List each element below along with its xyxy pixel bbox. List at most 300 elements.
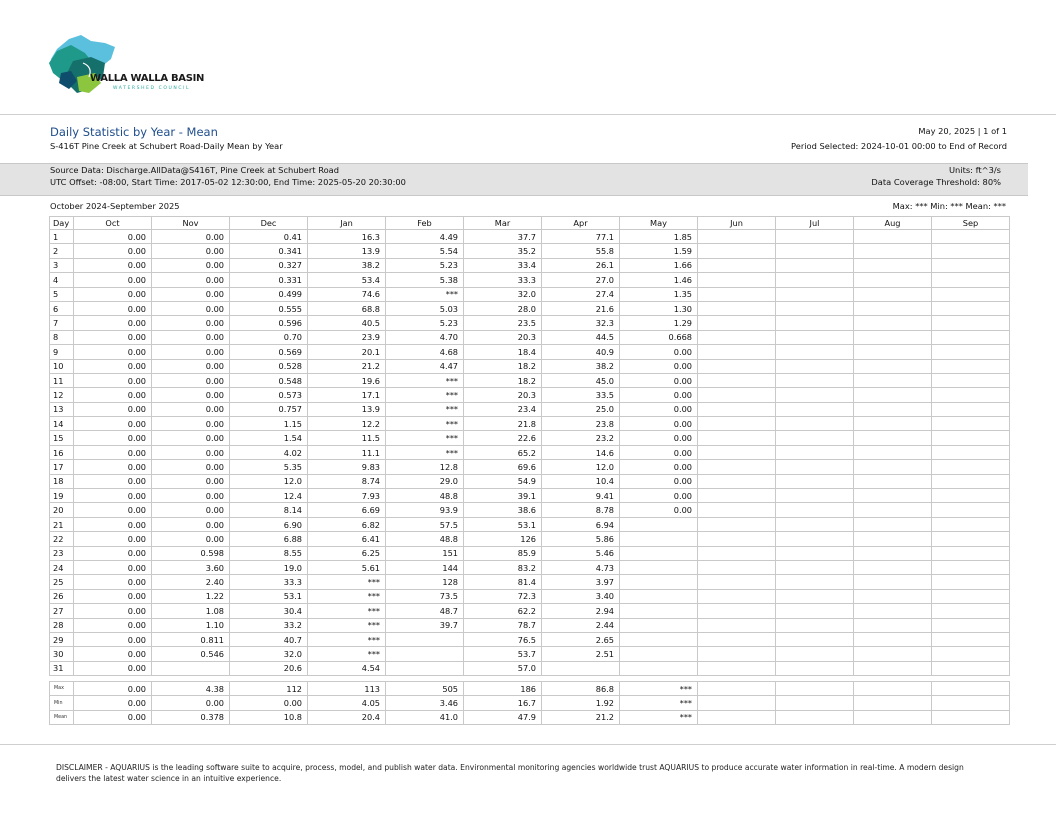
report-subtitle: S-416T Pine Creek at Schubert Road-Daily Mean by Year bbox=[50, 141, 283, 151]
footer-divider bbox=[0, 744, 1056, 745]
stat-label: Max bbox=[50, 682, 74, 696]
value-cell: 19.0 bbox=[230, 560, 308, 574]
value-cell bbox=[776, 575, 854, 589]
value-cell: 0.00 bbox=[152, 244, 230, 258]
summary-stats-table bbox=[49, 681, 1010, 725]
table-row bbox=[50, 460, 1010, 474]
value-cell: 4.73 bbox=[542, 560, 620, 574]
stat-value bbox=[932, 710, 1010, 724]
value-cell bbox=[932, 258, 1010, 272]
value-cell: 74.6 bbox=[308, 287, 386, 301]
value-cell: *** bbox=[308, 575, 386, 589]
day-cell: 2 bbox=[50, 244, 74, 258]
value-cell: 20.6 bbox=[230, 661, 308, 675]
value-cell: 12.0 bbox=[230, 474, 308, 488]
value-cell bbox=[698, 388, 776, 402]
value-cell: 5.46 bbox=[542, 546, 620, 560]
stat-label: Mean bbox=[50, 710, 74, 724]
value-cell: 53.1 bbox=[230, 589, 308, 603]
value-cell: 76.5 bbox=[464, 632, 542, 646]
value-cell: 0.00 bbox=[74, 560, 152, 574]
value-cell: 13.9 bbox=[308, 244, 386, 258]
table-row bbox=[50, 258, 1010, 272]
value-cell: 0.00 bbox=[152, 431, 230, 445]
value-cell bbox=[932, 316, 1010, 330]
value-cell: 0.00 bbox=[74, 258, 152, 272]
value-cell bbox=[854, 632, 932, 646]
value-cell: 21.8 bbox=[464, 417, 542, 431]
day-cell: 23 bbox=[50, 546, 74, 560]
value-cell bbox=[776, 532, 854, 546]
table-row bbox=[50, 546, 1010, 560]
daily-mean-table bbox=[49, 216, 1010, 676]
value-cell: 32.0 bbox=[464, 287, 542, 301]
table-row bbox=[50, 560, 1010, 574]
value-cell bbox=[776, 330, 854, 344]
column-header-day: Day bbox=[50, 217, 74, 230]
day-cell: 26 bbox=[50, 589, 74, 603]
logo-subtitle: WATERSHED COUNCIL bbox=[113, 86, 191, 91]
value-cell: 10.4 bbox=[542, 474, 620, 488]
value-cell: 0.596 bbox=[230, 316, 308, 330]
value-cell bbox=[698, 618, 776, 632]
value-cell bbox=[698, 647, 776, 661]
value-cell: 48.7 bbox=[386, 604, 464, 618]
coverage-threshold: Data Coverage Threshold: 80% bbox=[871, 177, 1001, 187]
value-cell: 8.78 bbox=[542, 503, 620, 517]
table-row bbox=[50, 359, 1010, 373]
value-cell bbox=[932, 474, 1010, 488]
value-cell: 65.2 bbox=[464, 445, 542, 459]
table-row bbox=[50, 632, 1010, 646]
value-cell bbox=[698, 661, 776, 675]
value-cell bbox=[698, 575, 776, 589]
value-cell: 0.00 bbox=[74, 445, 152, 459]
value-cell bbox=[854, 273, 932, 287]
value-cell: 20.3 bbox=[464, 388, 542, 402]
value-cell bbox=[698, 560, 776, 574]
value-cell bbox=[152, 661, 230, 675]
value-cell: 1.46 bbox=[620, 273, 698, 287]
value-cell bbox=[854, 431, 932, 445]
day-cell: 17 bbox=[50, 460, 74, 474]
value-cell bbox=[932, 431, 1010, 445]
value-cell: 0.00 bbox=[152, 402, 230, 416]
column-header-dec: Dec bbox=[230, 217, 308, 230]
value-cell: 0.00 bbox=[74, 359, 152, 373]
value-cell: 0.00 bbox=[620, 431, 698, 445]
value-cell: 0.00 bbox=[74, 503, 152, 517]
value-cell: 0.00 bbox=[620, 402, 698, 416]
value-cell: 20.3 bbox=[464, 330, 542, 344]
value-cell bbox=[620, 632, 698, 646]
value-cell: 0.668 bbox=[620, 330, 698, 344]
value-cell: 5.23 bbox=[386, 316, 464, 330]
value-cell: 22.6 bbox=[464, 431, 542, 445]
stat-value bbox=[698, 710, 776, 724]
day-cell: 1 bbox=[50, 230, 74, 244]
value-cell bbox=[854, 503, 932, 517]
value-cell bbox=[776, 402, 854, 416]
value-cell: 0.00 bbox=[152, 445, 230, 459]
value-cell bbox=[698, 604, 776, 618]
value-cell: *** bbox=[386, 388, 464, 402]
value-cell: 16.3 bbox=[308, 230, 386, 244]
day-cell: 8 bbox=[50, 330, 74, 344]
value-cell: 23.4 bbox=[464, 402, 542, 416]
value-cell: 0.00 bbox=[74, 474, 152, 488]
value-cell: 8.14 bbox=[230, 503, 308, 517]
stat-value: 20.4 bbox=[308, 710, 386, 724]
value-cell: 6.25 bbox=[308, 546, 386, 560]
value-cell: *** bbox=[308, 647, 386, 661]
report-title: Daily Statistic by Year - Mean bbox=[50, 125, 218, 139]
value-cell: 0.00 bbox=[152, 460, 230, 474]
stat-value: *** bbox=[620, 710, 698, 724]
value-cell bbox=[854, 474, 932, 488]
day-cell: 30 bbox=[50, 647, 74, 661]
value-cell bbox=[698, 460, 776, 474]
value-cell: 5.38 bbox=[386, 273, 464, 287]
value-cell: 23.8 bbox=[542, 417, 620, 431]
value-cell bbox=[776, 373, 854, 387]
value-cell: 33.4 bbox=[464, 258, 542, 272]
day-cell: 3 bbox=[50, 258, 74, 272]
value-cell: 6.94 bbox=[542, 517, 620, 531]
stat-value: 505 bbox=[386, 682, 464, 696]
value-cell: 0.00 bbox=[620, 460, 698, 474]
value-cell: 14.6 bbox=[542, 445, 620, 459]
value-cell bbox=[698, 287, 776, 301]
value-cell: 0.548 bbox=[230, 373, 308, 387]
table-row bbox=[50, 330, 1010, 344]
stat-value: 4.38 bbox=[152, 682, 230, 696]
table-row bbox=[50, 474, 1010, 488]
value-cell: 0.00 bbox=[620, 503, 698, 517]
column-header-feb: Feb bbox=[386, 217, 464, 230]
value-cell: 0.00 bbox=[152, 345, 230, 359]
value-cell bbox=[932, 517, 1010, 531]
value-cell bbox=[854, 647, 932, 661]
value-cell bbox=[698, 273, 776, 287]
table-row bbox=[50, 230, 1010, 244]
value-cell: 12.4 bbox=[230, 489, 308, 503]
value-cell: 0.811 bbox=[152, 632, 230, 646]
value-cell bbox=[932, 230, 1010, 244]
day-cell: 13 bbox=[50, 402, 74, 416]
column-header-jun: Jun bbox=[698, 217, 776, 230]
value-cell: 0.598 bbox=[152, 546, 230, 560]
value-cell: 0.00 bbox=[74, 661, 152, 675]
day-cell: 25 bbox=[50, 575, 74, 589]
value-cell: 1.35 bbox=[620, 287, 698, 301]
stat-value bbox=[776, 710, 854, 724]
value-cell: 53.7 bbox=[464, 647, 542, 661]
day-cell: 21 bbox=[50, 517, 74, 531]
value-cell bbox=[932, 287, 1010, 301]
value-cell bbox=[854, 618, 932, 632]
stat-value: 186 bbox=[464, 682, 542, 696]
value-cell: 32.3 bbox=[542, 316, 620, 330]
value-cell: 35.2 bbox=[464, 244, 542, 258]
stat-value: 3.46 bbox=[386, 696, 464, 710]
table-row bbox=[50, 661, 1010, 675]
table-row bbox=[50, 417, 1010, 431]
value-cell: 6.88 bbox=[230, 532, 308, 546]
value-cell: 48.8 bbox=[386, 532, 464, 546]
value-cell bbox=[854, 517, 932, 531]
stat-row-min bbox=[50, 696, 1010, 710]
value-cell bbox=[620, 517, 698, 531]
value-cell: 0.00 bbox=[74, 287, 152, 301]
value-cell bbox=[854, 417, 932, 431]
value-cell: 0.757 bbox=[230, 402, 308, 416]
stat-value: *** bbox=[620, 682, 698, 696]
stat-value bbox=[854, 682, 932, 696]
value-cell bbox=[776, 388, 854, 402]
value-cell: 18.2 bbox=[464, 359, 542, 373]
value-cell: 6.90 bbox=[230, 517, 308, 531]
value-cell bbox=[854, 388, 932, 402]
value-cell: 2.65 bbox=[542, 632, 620, 646]
value-cell: 5.03 bbox=[386, 301, 464, 315]
value-cell bbox=[776, 503, 854, 517]
value-cell bbox=[620, 604, 698, 618]
value-cell: 69.6 bbox=[464, 460, 542, 474]
value-cell: 0.00 bbox=[74, 388, 152, 402]
value-cell bbox=[698, 359, 776, 373]
value-cell bbox=[932, 445, 1010, 459]
value-cell bbox=[854, 532, 932, 546]
value-cell: 44.5 bbox=[542, 330, 620, 344]
value-cell: 0.00 bbox=[74, 402, 152, 416]
value-cell: 12.2 bbox=[308, 417, 386, 431]
value-cell: 83.2 bbox=[464, 560, 542, 574]
table-row bbox=[50, 532, 1010, 546]
stat-value: 4.05 bbox=[308, 696, 386, 710]
stat-value: 47.9 bbox=[464, 710, 542, 724]
value-cell: 23.9 bbox=[308, 330, 386, 344]
value-cell bbox=[854, 287, 932, 301]
value-cell: 4.02 bbox=[230, 445, 308, 459]
value-cell bbox=[386, 661, 464, 675]
value-cell: 0.00 bbox=[152, 287, 230, 301]
value-cell: 23.2 bbox=[542, 431, 620, 445]
value-cell: 54.9 bbox=[464, 474, 542, 488]
value-cell bbox=[776, 489, 854, 503]
value-cell bbox=[698, 474, 776, 488]
value-cell: 4.49 bbox=[386, 230, 464, 244]
table-row bbox=[50, 316, 1010, 330]
value-cell bbox=[776, 345, 854, 359]
value-cell: 0.528 bbox=[230, 359, 308, 373]
value-cell bbox=[620, 532, 698, 546]
value-cell: 18.4 bbox=[464, 345, 542, 359]
value-cell: *** bbox=[386, 445, 464, 459]
value-cell: 38.2 bbox=[308, 258, 386, 272]
stat-value: 0.00 bbox=[74, 710, 152, 724]
stat-value: 0.378 bbox=[152, 710, 230, 724]
day-cell: 31 bbox=[50, 661, 74, 675]
stat-value: 86.8 bbox=[542, 682, 620, 696]
value-cell bbox=[932, 244, 1010, 258]
value-cell: 53.4 bbox=[308, 273, 386, 287]
value-cell: 0.00 bbox=[74, 373, 152, 387]
logo-title: WALLA WALLA BASIN bbox=[90, 73, 205, 84]
table-row bbox=[50, 287, 1010, 301]
value-cell: 40.7 bbox=[230, 632, 308, 646]
value-cell bbox=[776, 316, 854, 330]
value-cell bbox=[932, 532, 1010, 546]
day-cell: 27 bbox=[50, 604, 74, 618]
value-cell: 7.93 bbox=[308, 489, 386, 503]
day-cell: 5 bbox=[50, 287, 74, 301]
value-cell: 0.00 bbox=[74, 546, 152, 560]
value-cell bbox=[698, 345, 776, 359]
value-cell: 1.22 bbox=[152, 589, 230, 603]
value-cell: *** bbox=[308, 604, 386, 618]
stat-value: *** bbox=[620, 696, 698, 710]
value-cell: 0.00 bbox=[74, 345, 152, 359]
value-cell bbox=[932, 373, 1010, 387]
value-cell bbox=[854, 402, 932, 416]
day-cell: 16 bbox=[50, 445, 74, 459]
value-cell: 0.00 bbox=[152, 258, 230, 272]
day-cell: 22 bbox=[50, 532, 74, 546]
value-cell: 39.7 bbox=[386, 618, 464, 632]
stat-value: 0.00 bbox=[74, 696, 152, 710]
stat-value: 21.2 bbox=[542, 710, 620, 724]
value-cell: 28.0 bbox=[464, 301, 542, 315]
value-cell: 0.00 bbox=[152, 316, 230, 330]
summary-inline: Max: *** Min: *** Mean: *** bbox=[892, 201, 1006, 211]
value-cell bbox=[854, 604, 932, 618]
value-cell: 0.00 bbox=[152, 373, 230, 387]
value-cell: 0.00 bbox=[74, 589, 152, 603]
value-cell: 1.85 bbox=[620, 230, 698, 244]
value-cell bbox=[698, 417, 776, 431]
value-cell bbox=[776, 546, 854, 560]
value-cell bbox=[854, 359, 932, 373]
value-cell bbox=[854, 560, 932, 574]
value-cell: 5.35 bbox=[230, 460, 308, 474]
day-cell: 14 bbox=[50, 417, 74, 431]
value-cell: 0.00 bbox=[74, 301, 152, 315]
value-cell bbox=[932, 417, 1010, 431]
value-cell bbox=[932, 345, 1010, 359]
value-cell bbox=[932, 604, 1010, 618]
value-cell: 45.0 bbox=[542, 373, 620, 387]
value-cell: 40.5 bbox=[308, 316, 386, 330]
column-header-jul: Jul bbox=[776, 217, 854, 230]
value-cell: 21.2 bbox=[308, 359, 386, 373]
value-cell bbox=[620, 546, 698, 560]
value-cell: 0.00 bbox=[152, 273, 230, 287]
value-cell: 0.00 bbox=[74, 575, 152, 589]
value-cell bbox=[854, 258, 932, 272]
value-cell: 0.00 bbox=[620, 445, 698, 459]
table-row bbox=[50, 503, 1010, 517]
value-cell bbox=[854, 230, 932, 244]
value-cell: 4.70 bbox=[386, 330, 464, 344]
stat-value: 10.8 bbox=[230, 710, 308, 724]
header-divider bbox=[0, 114, 1056, 115]
value-cell: 5.61 bbox=[308, 560, 386, 574]
value-cell: 2.44 bbox=[542, 618, 620, 632]
value-cell: 9.83 bbox=[308, 460, 386, 474]
stat-value: 1.92 bbox=[542, 696, 620, 710]
value-cell: 0.00 bbox=[74, 604, 152, 618]
day-cell: 20 bbox=[50, 503, 74, 517]
value-cell: 2.94 bbox=[542, 604, 620, 618]
table-row bbox=[50, 301, 1010, 315]
value-cell: 19.6 bbox=[308, 373, 386, 387]
value-cell: 20.1 bbox=[308, 345, 386, 359]
value-cell: 6.82 bbox=[308, 517, 386, 531]
value-cell: 0.573 bbox=[230, 388, 308, 402]
value-cell: 0.00 bbox=[74, 417, 152, 431]
value-cell bbox=[932, 618, 1010, 632]
stat-value bbox=[854, 710, 932, 724]
stat-value bbox=[854, 696, 932, 710]
table-row bbox=[50, 589, 1010, 603]
value-cell: 0.00 bbox=[620, 373, 698, 387]
table-row bbox=[50, 575, 1010, 589]
value-cell bbox=[698, 431, 776, 445]
day-cell: 18 bbox=[50, 474, 74, 488]
value-cell: 23.5 bbox=[464, 316, 542, 330]
value-cell: 3.60 bbox=[152, 560, 230, 574]
value-cell: 8.55 bbox=[230, 546, 308, 560]
value-cell: 38.6 bbox=[464, 503, 542, 517]
value-cell bbox=[776, 287, 854, 301]
value-cell: 0.00 bbox=[74, 517, 152, 531]
value-cell: 12.0 bbox=[542, 460, 620, 474]
value-cell: 0.569 bbox=[230, 345, 308, 359]
value-cell bbox=[854, 301, 932, 315]
column-header-apr: Apr bbox=[542, 217, 620, 230]
stat-value bbox=[776, 682, 854, 696]
value-cell bbox=[854, 345, 932, 359]
day-cell: 11 bbox=[50, 373, 74, 387]
value-cell bbox=[854, 489, 932, 503]
column-header-jan: Jan bbox=[308, 217, 386, 230]
table-row bbox=[50, 244, 1010, 258]
value-cell: 11.1 bbox=[308, 445, 386, 459]
value-cell bbox=[776, 273, 854, 287]
table-row bbox=[50, 445, 1010, 459]
value-cell: 29.0 bbox=[386, 474, 464, 488]
value-cell: 126 bbox=[464, 532, 542, 546]
value-cell: 55.8 bbox=[542, 244, 620, 258]
value-cell: 0.00 bbox=[74, 532, 152, 546]
value-cell: *** bbox=[386, 431, 464, 445]
value-cell bbox=[776, 258, 854, 272]
value-cell: 33.3 bbox=[230, 575, 308, 589]
value-cell bbox=[620, 575, 698, 589]
value-cell: 0.00 bbox=[620, 359, 698, 373]
value-cell bbox=[854, 661, 932, 675]
value-cell bbox=[932, 301, 1010, 315]
value-cell: 144 bbox=[386, 560, 464, 574]
units: Units: ft^3/s bbox=[948, 165, 1001, 175]
day-cell: 19 bbox=[50, 489, 74, 503]
value-cell: *** bbox=[308, 589, 386, 603]
value-cell bbox=[854, 445, 932, 459]
value-cell bbox=[698, 330, 776, 344]
day-cell: 4 bbox=[50, 273, 74, 287]
value-cell bbox=[776, 301, 854, 315]
